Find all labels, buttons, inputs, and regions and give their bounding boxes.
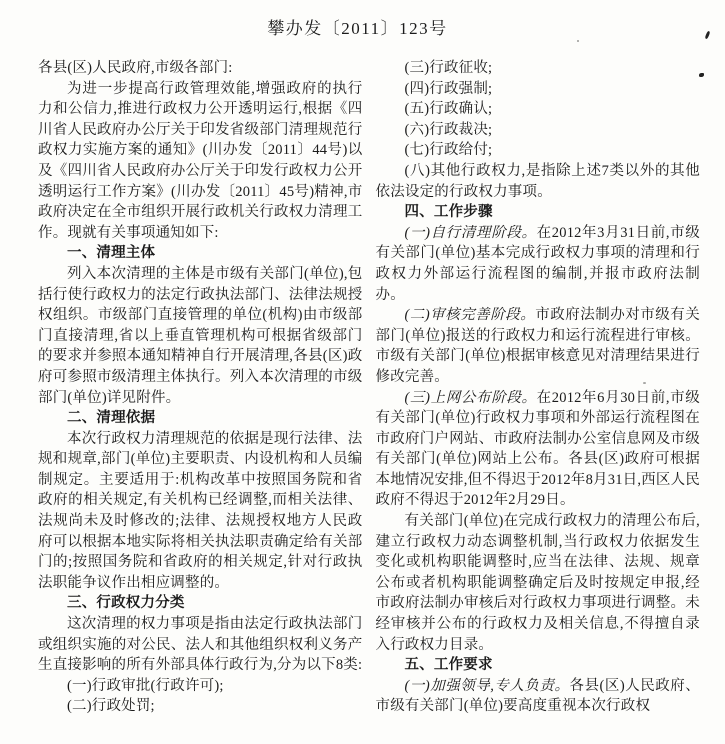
section-1-heading: 一、清理主体 (67, 245, 156, 262)
step-2-paragraph (376, 305, 701, 387)
step-1-label: (一)自行清理阶段。 (404, 224, 537, 241)
requirement-1-paragraph (376, 676, 701, 717)
power-type-item-8: (八)其他行政权力,是指除上述7类以外的其他依法设定的行政权力事项。 (375, 162, 700, 200)
right-column (376, 58, 701, 717)
power-type-item-2: (二)行政处罚; (67, 698, 155, 715)
step-1-paragraph (376, 223, 701, 305)
dynamic-adjust-paragraph: 有关部门(单位)在完成行政权力的清理公布后,建立行政权力动态调整机制,当行政权力依据发生变化或机构职能调整时,应当在法律、法规、规章公布或者机构职能调整确定后及时按规定申报,经市政府法制办审核后对行政权力事项进行调整。未经审核并公布的行政权力及相关信息,不得擅自录入行政权力目录。 (375, 513, 700, 653)
power-type-item-1: (一)行政审批(行政许可); (67, 677, 224, 694)
power-type-item-7: (七)行政给付; (404, 142, 493, 159)
power-type-item-6: (六)行政裁决; (404, 121, 493, 138)
power-type-item-3: (三)行政征收; (404, 60, 493, 76)
requirement-1-label: (一)加强领导,专人负责。 (404, 677, 570, 694)
section-4-heading: 四、工作步骤 (404, 204, 493, 221)
requirement-1-text: 各县(区)人民政府、市级有关部门(单位)要高度重视本次行政权 (375, 677, 700, 715)
doc-number: 攀办发〔2011〕123号 (267, 19, 448, 38)
power-type-item-4: (四)行政强制; (404, 80, 493, 97)
section-2-body: 本次行政权力清理规范的依据是现行法律、法规和规章,部门(单位)主要职责、内设机构和人员编制规定。主要适用于:机构改革中按照国务院和省政府的相关规定,有关机构已经调整,而相关法律、法规尚未及时修改的;法律、法规授权地方人民政府可以根据本地实际将相关执法职责确定给有关部门的;按照国务院和省政府的相关规定,针对行政执法职能争议作出相应调整的。 (38, 430, 363, 591)
step-2-text: 市政府法制办对市级有关部门(单位)报送的行政权力和运行流程进行审核。市级有关部门(单位)根据审核意见对清理结果进行修改完善。 (375, 307, 700, 385)
section-2-heading: 二、清理依据 (67, 410, 156, 427)
step-3-label: (三)上网公布阶段。 (404, 389, 537, 406)
salutation: 各县(区)人民政府,市级各部门: (38, 60, 233, 76)
section-3-body: 这次清理的权力事项是指由法定行政执法部门或组织实施的对公民、法人和其他组织权利义务产生直接影响的所有外部具体行政行为,分为以下8类: (38, 616, 363, 674)
power-type-item-5: (五)行政确认; (404, 101, 493, 118)
step-1-text: 在2012年3月31日前,市级有关部门(单位)基本完成行政权力事项的清理和行政权力外部运行流程图的编制,并报市政府法制办。 (375, 224, 700, 303)
section-3-heading: 三、行政权力分类 (67, 595, 185, 612)
intro-paragraph: 为进一步提高行政管理效能,增强政府的执行力和公信力,推进行政权力公开透明运行,根据《四川省人民政府办公厅关于印发省级部门清理规范行政权力实施方案的通知》(川办发〔2011〕44号)以及《四川省人民政府办公厅关于印发行政权力公开透明运行工作方案》(川办发〔2011〕45号)精神,市政府决定在全市组织开展行政机关行政权力清理工作。现就有关事项通知如下: (38, 80, 363, 241)
section-1-body: 列入本次清理的主体是市级有关部门(单位),包括行使行政权力的法定行政执法部门、法律法规授权组织。市级部门直接管理的单位(机构)由市级部门直接清理,省以上垂直管理机构可根据省级部门的要求并参照本通知精神自行开展清理,各县(区)政府可参照市级清理主体执行。列入本次清理的市级部门(单位)详见附件。 (38, 265, 363, 406)
two-column-text (38, 58, 700, 717)
step-3-paragraph (376, 388, 701, 512)
section-5-heading: 五、工作要求 (404, 657, 493, 674)
scan-speck (577, 40, 579, 42)
left-column (38, 58, 363, 717)
step-2-label: (二)审核完善阶段。 (404, 307, 536, 324)
step-3-text: 在2012年6月30日前,市级有关部门(单位)行政权力事项和外部运行流程图在市政府门户网站、市政府法制办公室信息网及市级有关部门(单位)网站上公布。各县(区)政府可根据本地情况安排,但不得迟于2012年8月31日,西区人民政府不得迟于2012年2月29日。 (375, 389, 700, 509)
